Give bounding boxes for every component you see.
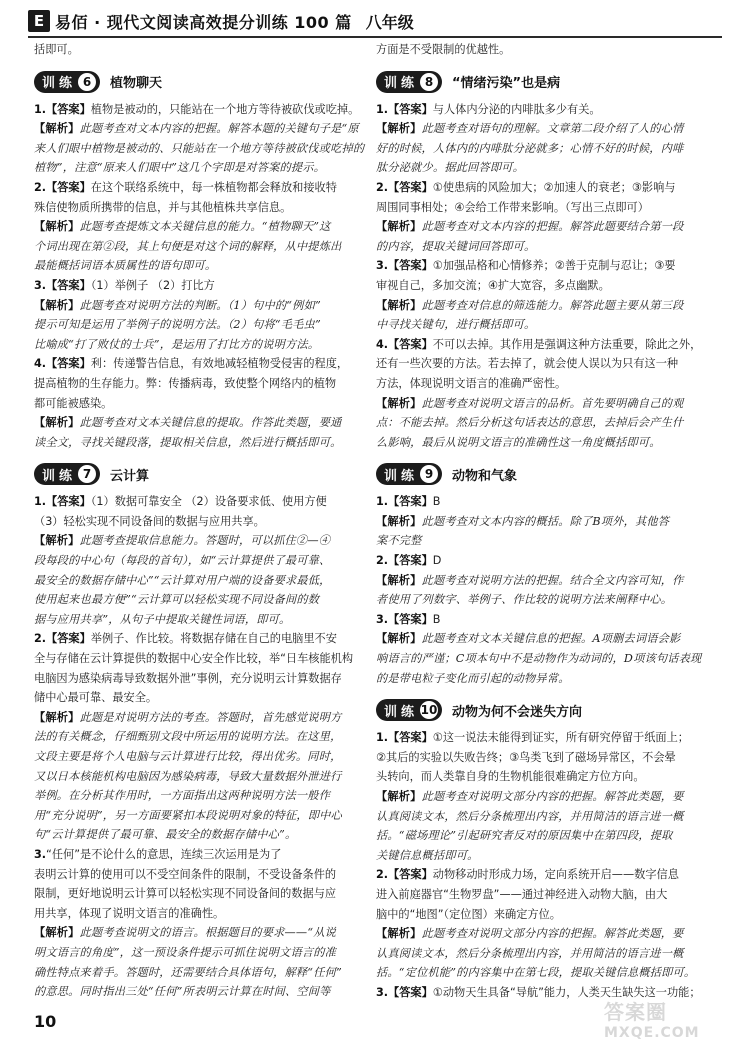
answer-text: 此题是对说明方法的考查。答题时，首先感觉说明方	[79, 710, 342, 724]
answer-tag: 2.【答案】	[34, 632, 91, 646]
answer-text: 此题考查说明文的语言。根据题目的要求——“从说	[79, 926, 337, 940]
answer-line	[34, 512, 372, 532]
answer-text: 括。“定位机能”的内容集中在第七段，提取关键信息概括即可。	[376, 966, 696, 980]
answer-text: 此题考查对语句的理解。文章第二段介绍了人的心情	[421, 122, 684, 136]
answer-text: （1）举例子 （2）打比方	[90, 278, 215, 292]
answer-line	[34, 590, 372, 610]
answer-text: 还有一些次要的方法。若去掉了，就会使人误以为只有这一种	[376, 357, 679, 371]
answer-tag: 3.【答案】	[34, 278, 91, 292]
answer-text: 周围同事相处；④会给工作带来影响。（写出三点即可）	[376, 200, 649, 214]
answer-line	[34, 963, 372, 983]
section-header	[376, 460, 714, 488]
answer-line	[376, 119, 714, 139]
answer-line	[376, 905, 714, 925]
answer-line	[376, 335, 714, 355]
answer-text: 么影响，最后从说明文语言的准确性这一角度概括即可。	[376, 435, 661, 449]
answer-tag: 【解析】	[376, 298, 422, 312]
answer-line	[34, 669, 372, 689]
answer-tag: 【解析】	[34, 534, 80, 548]
answer-tag: 2.【答案】	[376, 868, 433, 882]
answer-tag: 【解析】	[376, 122, 422, 136]
section-title: 动物为何不会迷失方向	[452, 704, 583, 720]
answer-line	[376, 787, 714, 807]
continuation-line: 括即可。	[34, 43, 79, 56]
answer-text: 此题考查对信息的筛选能力。解答此题主要从第三段	[421, 298, 684, 312]
answer-text: 认真阅读文本，然后分条梳理出内容，并用简洁的语言进一概	[376, 809, 684, 823]
answer-line	[34, 551, 372, 571]
answer-line	[34, 629, 372, 649]
answer-tag: 2.【答案】	[34, 180, 91, 194]
answer-line	[34, 354, 372, 374]
grade-label: 八年级	[365, 12, 414, 32]
answer-line	[34, 256, 372, 276]
answer-text: 此题考查对文本关键信息的把握。A项删去词语会影	[421, 632, 681, 646]
answer-text: 的内容，提取关键词回答即可。	[376, 239, 536, 253]
answer-line	[34, 178, 372, 198]
watermark-line2: MXQE.COM	[604, 1025, 700, 1041]
answer-line	[34, 610, 372, 630]
answer-line	[376, 963, 714, 983]
answer-text: 脑中的“地图”（定位图）来确定方位。	[376, 907, 561, 921]
training-badge-label: 训练	[384, 704, 419, 720]
answer-line	[34, 335, 372, 355]
answer-tag: 【解析】	[34, 416, 80, 430]
answer-text: 用“充分说明”，另一方面要紧扣本段说明对象的特征，即中心	[34, 808, 342, 822]
answer-tag: 【解析】	[376, 573, 422, 587]
answer-line	[34, 943, 372, 963]
answer-line	[376, 492, 714, 512]
answer-tag: 1.【答案】	[34, 495, 91, 509]
answer-text: 动物移动时形成力场，定向系统开启——数字信息	[432, 868, 679, 882]
answer-text: 在这个联络系统中，每一株植物都会释放和接收特	[90, 180, 337, 194]
answer-text: ①加强品格和心情修养；②善于克制与忍让；③要	[432, 259, 676, 273]
answer-line	[34, 433, 372, 453]
answer-tag: 【解析】	[376, 514, 422, 528]
answer-line	[376, 433, 714, 453]
answer-line	[376, 413, 714, 433]
answer-line	[34, 825, 372, 845]
answer-text: 案不完整	[376, 534, 422, 548]
answer-tag: 1.【答案】	[376, 102, 433, 116]
answer-line	[34, 413, 372, 433]
answer-line	[34, 806, 372, 826]
answer-text: 认真阅读文本，然后分条梳理出内容，并用简洁的语言进一概	[376, 946, 684, 960]
training-number: 10	[420, 703, 438, 718]
answer-text: 确性特点来着手。答题时，还需要结合具体语句，解释“任何”	[34, 965, 342, 979]
answer-tag: 1.【答案】	[376, 495, 433, 509]
answer-line	[376, 610, 714, 630]
answer-line	[376, 374, 714, 394]
answer-line	[376, 217, 714, 237]
answer-line	[376, 846, 714, 866]
section-title: 植物聊天	[110, 76, 163, 92]
continuation-line: 方面是不受限制的优越性。	[376, 43, 511, 56]
training-number: 8	[420, 73, 438, 91]
answer-tag: 【解析】	[34, 926, 80, 940]
answer-text: 段每段的中心句（每段的首句），如“云计算提供了最可靠、	[34, 554, 331, 568]
answer-line	[376, 590, 714, 610]
answer-text: 此题考查对说明文部分内容的把握。解答此类题，要	[421, 790, 684, 803]
answer-line	[376, 276, 714, 296]
answer-line	[34, 727, 372, 747]
answer-text: 此题考查对文本内容的把握。解答此题要结合第一段	[421, 220, 684, 234]
answer-text: 与人体内分泌的内啡肽多少有关。	[432, 102, 601, 116]
answer-text: 据与应用共享”，从句子中提取关键性词语，即可。	[34, 612, 291, 626]
answer-line	[376, 100, 714, 120]
answer-line	[34, 982, 372, 1002]
answer-line	[34, 767, 372, 787]
training-badge-label: 训练	[42, 76, 77, 92]
answer-text: B	[432, 612, 441, 626]
watermark-line1: 答案圈	[604, 1000, 667, 1024]
answer-line	[376, 748, 714, 768]
answer-line	[376, 551, 714, 571]
answer-text: 的是带电粒子变化而引起的动物异常。	[376, 671, 570, 685]
answer-tag: 【解析】	[376, 396, 422, 410]
answer-tag: 【解析】	[34, 122, 80, 136]
answer-text: 的意思。同时指出三处“任何”所表明云计算在时间、空间等	[34, 985, 331, 999]
answer-tag: 3.【答案】	[376, 259, 433, 273]
answer-text: 提示可知是运用了举例子的说明方法。（2）句将“毛毛虫”	[34, 318, 321, 332]
answer-line	[34, 198, 372, 218]
training-badge	[376, 463, 442, 485]
answer-tag: 【解析】	[34, 298, 80, 312]
answer-line	[34, 217, 372, 237]
answer-line	[34, 315, 372, 335]
answer-text: 句“云计算提供了最可靠、最安全的数据存储中心”。	[34, 828, 297, 842]
answer-text: 好的时候，人体内的内啡肽分泌就多；心情不好的时候，内啡	[376, 141, 684, 155]
answer-tag: 3.【答案】	[376, 985, 433, 999]
answer-tag: 4.【答案】	[376, 337, 433, 351]
answer-text: （3）轻松实现不同设备间的数据与应用共享。	[34, 514, 265, 528]
answer-tag: 4.【答案】	[34, 357, 91, 371]
answer-line	[34, 747, 372, 767]
answer-tag: 【解析】	[376, 220, 422, 234]
answer-text: 括。“磁场理论”引起研究者反对的原因集中在第四段，提取	[376, 829, 673, 843]
answer-text: 提高植物的生存能力。弊：传播病毒，致使整个网络内的植物	[34, 376, 337, 390]
answer-line	[34, 786, 372, 806]
training-badge	[376, 699, 442, 721]
answer-text: ①使患病的风险加大；②加速人的衰老；③影响与	[432, 180, 676, 194]
page-number: 10	[34, 1012, 57, 1031]
training-number: 6	[78, 73, 96, 91]
answer-line	[376, 924, 714, 944]
answer-text: 用共享，体现了说明文语言的准确性。	[34, 906, 225, 920]
answer-line	[34, 119, 372, 139]
answer-text: 明文语言的角度”，这一预设条件提示可抓住说明文语言的准	[34, 945, 336, 959]
answer-text: D	[432, 554, 442, 568]
answer-text: 限制，更好地说明云计算可以轻松实现不同设备间的数据与应	[34, 887, 337, 901]
answer-tag: 1.【答案】	[34, 102, 91, 116]
answer-line	[376, 178, 714, 198]
answer-text: 最安全的数据存储中心”“云计算对用户端的设备要求最低，	[34, 573, 331, 587]
answer-text: 进入前庭器官“生物罗盘”——通过神经进入动物大脑，由大	[376, 887, 668, 901]
answer-text: 点：不能去掉。然后分析这句话表达的意思，去掉后会产生什	[376, 416, 684, 430]
answer-line	[34, 158, 372, 178]
training-badge	[34, 463, 100, 485]
answer-tag: 2.【答案】	[376, 180, 433, 194]
answer-tag: 【解析】	[34, 710, 80, 724]
answer-text: ①动物天生具备“导航”能力，人类天生缺失这一功能；	[432, 985, 701, 999]
answer-line	[376, 649, 714, 669]
section-header	[34, 68, 372, 96]
answer-text: 文段主要是将个人电脑与云计算进行比较，得出优劣。同时，	[34, 750, 342, 763]
answer-tag: 【解析】	[34, 220, 80, 234]
answer-tag: 3.【答案】	[376, 612, 433, 626]
training-badge-label: 训练	[42, 468, 77, 484]
brand-logo-icon: E	[28, 10, 50, 32]
answer-line	[376, 669, 714, 689]
right-column	[376, 40, 714, 1003]
answer-text: 最能概括词语本质属性的语句即可。	[34, 259, 217, 273]
answer-text: 读全文，寻找关键段落，提取相关信息，然后进行概括即可。	[34, 435, 342, 449]
answer-text: 法的有关概念，仔细甄别文段中所运用的说明方法。在这里，	[34, 730, 342, 744]
answer-text: 者使用了列数字、举例子、作比较的说明方法来阐释中心。	[376, 593, 673, 607]
section-header	[376, 68, 714, 96]
answer-line	[376, 629, 714, 649]
section-header	[376, 696, 714, 724]
answer-text: 头转向，而人类靠自身的生物机能很难确定方位方向。	[376, 770, 645, 784]
answer-line	[34, 708, 372, 728]
answer-text: 储中心最可靠、最安全。	[34, 691, 158, 705]
answer-line	[376, 296, 714, 316]
section-header	[34, 460, 372, 488]
answer-line	[376, 767, 714, 787]
answer-line	[376, 139, 714, 159]
answer-line	[376, 807, 714, 827]
answer-text: 全与存储在云计算提供的数据中心安全作比较，举“日车核能机构	[34, 652, 354, 666]
answer-text: 此题考查提炼文本关键信息的能力。“植物聊天”这	[79, 220, 331, 234]
section-title: “情绪污染”也是病	[452, 76, 561, 92]
answer-tag: 3.	[34, 847, 47, 861]
answer-text: 植物”，注意“原来人们眼中”这几个字即是对答案的提示。	[34, 161, 326, 175]
answer-text: 电脑因为感染病毒导致数据外泄”事例，充分说明云计算数据存	[34, 671, 342, 685]
answer-text: 表明云计算的使用可以不受空间条件的限制，不受设备条件的	[34, 867, 337, 881]
answer-line	[376, 944, 714, 964]
answer-text: 此题考查对文本内容的概括。除了B项外，其他答	[421, 514, 670, 528]
answer-text: 又以日本核能机构电脑因为感染病毒，导致大量数据外泄进行	[34, 769, 342, 783]
answer-text: 此题考查对说明方法的判断。（1）句中的“例如”	[79, 298, 321, 312]
answer-text: 使用起来也最方便”“云计算可以轻松实现不同设备间的数	[34, 593, 320, 607]
training-badge	[376, 71, 442, 93]
answer-tag: 1.【答案】	[376, 731, 433, 745]
answer-line	[34, 904, 372, 924]
answer-tag: 【解析】	[376, 927, 422, 941]
answer-text: 举例子、作比较。将数据存储在自己的电脑里不安	[90, 632, 337, 646]
answer-text: 此题考查提取信息能力。答题时，可以抓住②—④	[79, 534, 331, 548]
answer-text: （1）数据可靠安全 （2）设备要求低、使用方便	[90, 495, 327, 509]
training-number: 7	[78, 465, 96, 483]
answer-line	[34, 923, 372, 943]
book-title: 易佰 · 现代文阅读高效提分训练 100 篇	[55, 12, 352, 32]
answer-line	[376, 315, 714, 335]
answer-line	[376, 826, 714, 846]
answer-text: 植物是被动的，只能站在一个地方等待被砍伐或吃掉。	[90, 102, 360, 116]
answer-text: 比喻成“打了败仗的士兵”，是运用了打比方的说明方法。	[34, 337, 320, 351]
answer-line	[34, 296, 372, 316]
answer-line	[34, 845, 372, 865]
answer-tag: 【解析】	[376, 632, 422, 646]
page-header	[28, 6, 722, 36]
answer-text: 响语言的严谨；C项本句中不是动物作为动词的，D项该句话表现	[376, 652, 702, 666]
answer-line	[376, 354, 714, 374]
answer-line	[34, 100, 372, 120]
answer-line	[376, 237, 714, 257]
answer-line	[376, 885, 714, 905]
answer-text: 不可以去掉。其作用是强调这种方法重要，除此之外，	[432, 337, 702, 351]
answer-line	[376, 865, 714, 885]
answer-text: 个词出现在第②段，其上句便是对这个词的解释，从中提炼出	[34, 239, 342, 253]
section-title: 云计算	[110, 468, 150, 484]
answer-text: 肽分泌就少。据此回答即可。	[376, 161, 525, 175]
training-badge	[34, 71, 100, 93]
answer-text: 关键信息概括即可。	[376, 848, 479, 862]
answer-text: 审视自己，多加交流；④扩大宽容，多点幽默。	[376, 278, 610, 292]
answer-line	[376, 256, 714, 276]
answer-text: 都可能被感染。	[34, 396, 113, 410]
answer-line	[34, 276, 372, 296]
answer-tag: 【解析】	[376, 790, 422, 803]
left-column	[34, 40, 372, 1002]
answer-tag: 2.【答案】	[376, 554, 433, 568]
site-watermark	[604, 996, 744, 1044]
answer-line	[376, 728, 714, 748]
answer-text: 举例。在分析其作用时，一方面指出这两种说明方法一般作	[34, 789, 331, 803]
answer-line	[34, 884, 372, 904]
answer-text: 殊信使物质所携带的信息，并与其他植株共享信息。	[34, 200, 292, 214]
answer-line	[34, 649, 372, 669]
answer-text: 此题考查对说明文语言的品析。首先要明确自己的观	[421, 396, 684, 410]
answer-text: ①这一说法未能得到证实，所有研究停留于纸面上；	[432, 731, 689, 745]
answer-text: 此题考查对文本关键信息的提取。作答此类题，要通	[79, 416, 342, 430]
answer-line	[376, 158, 714, 178]
answer-line	[376, 198, 714, 218]
answer-line	[34, 688, 372, 708]
answer-line	[376, 394, 714, 414]
answer-text: 此题考查对文本内容的把握。解答本题的关键句子是“原	[79, 122, 359, 136]
answer-text: 方法，体现说明文语言的准确严密性。	[376, 376, 567, 390]
answer-line	[34, 394, 372, 414]
section-title: 动物和气象	[452, 468, 518, 484]
answer-text: ②其后的实验以失败告终；③鸟类飞到了磁场异常区，不会晕	[376, 750, 676, 764]
answer-line	[34, 531, 372, 551]
training-number: 9	[420, 465, 438, 483]
answer-text: 此题考查对说明文部分内容的把握。解答此类题，要	[421, 927, 684, 941]
answer-text: 来人们眼中植物是被动的、只能站在一个地方等待被砍伐或吃掉的	[34, 141, 365, 155]
header-divider	[28, 36, 722, 38]
answer-line	[376, 531, 714, 551]
answer-line	[34, 374, 372, 394]
training-badge-label: 训练	[384, 76, 419, 92]
answer-text: 利：传递警告信息，有效地减轻植物受侵害的程度，	[90, 357, 349, 371]
answer-line	[34, 571, 372, 591]
answer-text: “任何”是不论什么的意思，连续三次运用是为了	[46, 847, 282, 861]
answer-line	[34, 865, 372, 885]
answer-text: B	[432, 495, 441, 509]
answer-line	[34, 492, 372, 512]
answer-line	[34, 139, 372, 159]
answer-text: 中寻找关键句，进行概括即可。	[376, 318, 536, 332]
answer-line	[376, 571, 714, 591]
answer-text: 此题考查对说明方法的把握。结合全文内容可知，作	[421, 573, 684, 587]
training-badge-label: 训练	[384, 468, 419, 484]
answer-line	[376, 512, 714, 532]
answer-line	[34, 237, 372, 257]
